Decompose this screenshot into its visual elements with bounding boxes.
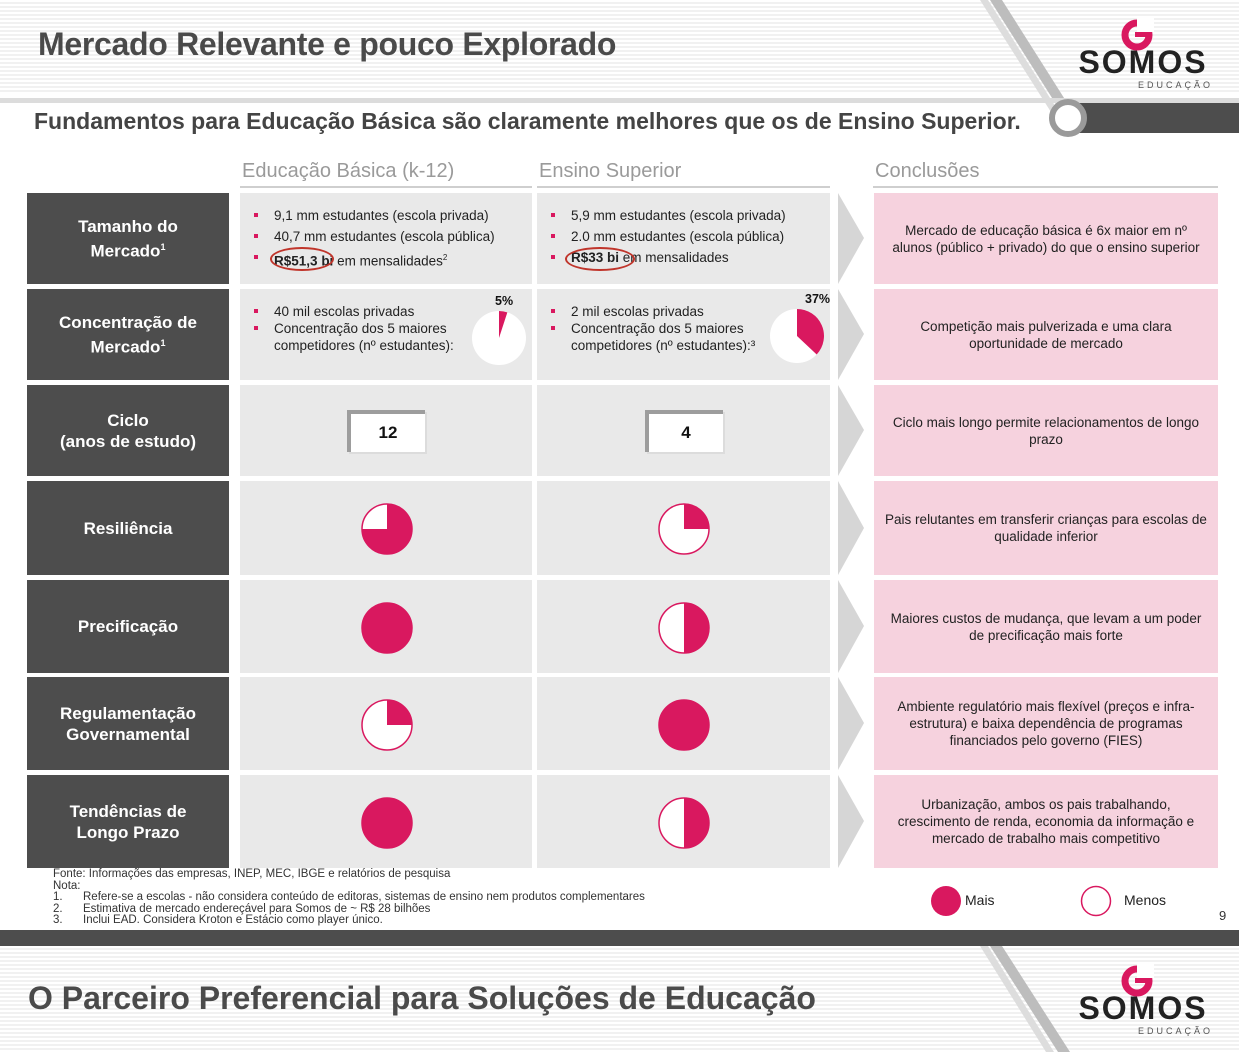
bullet: 40 mil escolas privadas	[254, 303, 464, 320]
row-label-line2: Governamental	[66, 724, 190, 744]
footnote-mark: 2	[442, 253, 448, 262]
harvey-ball-icon	[657, 502, 711, 556]
logo-word: SOMOS	[1078, 44, 1208, 80]
page-number: 9	[1219, 908, 1227, 923]
cell-basica-ciclo	[240, 385, 532, 476]
ciclo-value-box: 4	[645, 410, 723, 452]
cell-basica-precificacao	[240, 580, 532, 673]
row-label-line1: Precificação	[77, 617, 179, 636]
row-label-footnote: 1	[160, 241, 166, 252]
cell-basica-tendencias	[240, 775, 532, 868]
cell-superior-tendencias	[537, 775, 830, 868]
footnotes	[53, 869, 645, 927]
footnote-item: 2. Estimativa de mercado endereçável para Somos de ~ R$ 28 bilhões	[53, 902, 431, 915]
bullet: 5,9 mm estudantes (escola privada)	[551, 205, 786, 226]
slide-divider	[0, 930, 1239, 946]
row-label-line1: Ciclo	[107, 410, 149, 430]
footnote-item: 3. Inclui EAD. Considera Kroton e Estácio como player único.	[53, 914, 383, 926]
conclusion-regulamentacao: Ambiente regulatório mais flexível (preços e infra-estrutura) e baixa dependência de programas financiados pelo governo (FIES)	[874, 677, 1218, 770]
highlight-circle	[270, 247, 334, 271]
conclusion-concentracao: Competição mais pulverizada e uma clara oportunidade de mercado	[874, 289, 1218, 380]
source-note: Fonte: Informações das empresas, INEP, MEC, IBGE e relatórios de pesquisa	[53, 868, 451, 880]
column-header-superior: Ensino Superior	[537, 160, 830, 188]
market-unit: bi	[321, 253, 334, 269]
row-label-line2: Mercado	[90, 337, 161, 357]
column-header-conclusoes: Conclusões	[873, 160, 1218, 188]
cell-superior-tamanho	[537, 193, 830, 284]
row-label-line1: Regulamentação	[59, 703, 197, 723]
cell-superior-ciclo	[537, 385, 830, 476]
market-value: R$33 bi	[571, 250, 620, 265]
row-label-line1: Resiliência	[83, 518, 173, 538]
next-slide-title: O Parceiro Preferencial para Soluções de Educação	[28, 980, 816, 1016]
cell-superior-concentracao	[537, 289, 830, 380]
concentration-pct-label: 5%	[495, 294, 514, 308]
harvey-ball-icon	[657, 601, 711, 655]
conclusion-tendencias: Urbanização, ambos os pais trabalhando, crescimento de renda, economia da informação e mercado de trabalho mais competitivo	[874, 775, 1218, 868]
conclusion-ciclo: Ciclo mais longo permite relacionamentos de longo prazo	[874, 385, 1218, 476]
conclusion-tamanho: Mercado de educação básica é 6x maior em nº alunos (público + privado) do que o ensino superior	[874, 193, 1218, 284]
chevron-right-icon	[838, 677, 866, 770]
row-label-line2: (anos de estudo)	[59, 431, 196, 451]
note-heading: Nota:	[53, 879, 81, 892]
logo-sub: EDUCAÇÃO	[1138, 1026, 1214, 1036]
chevron-right-icon	[838, 289, 866, 380]
subtitle: Fundamentos para Educação Básica são claramente melhores que os de Ensino Superior.	[34, 108, 1021, 134]
cell-superior-precificacao	[537, 580, 830, 673]
row-label-concentracao	[27, 289, 229, 380]
ring-icon	[1046, 96, 1090, 140]
chevron-right-icon	[838, 385, 866, 476]
row-label-line2: Longo Prazo	[76, 822, 180, 842]
row-label-line2: Mercado	[90, 241, 161, 261]
bullet-rest: em mensalidades	[337, 253, 443, 269]
harvey-ball-icon	[657, 698, 711, 752]
bullet: 9,1 mm estudantes (escola privada)	[254, 205, 495, 226]
chevron-right-icon	[838, 580, 866, 673]
row-label-precificacao	[27, 580, 229, 673]
legend-mais-label: Mais	[965, 892, 995, 908]
ciclo-value-box: 12	[347, 410, 425, 452]
logo-sub: EDUCAÇÃO	[1138, 80, 1214, 90]
legend-menos-icon	[1080, 885, 1112, 917]
conclusion-resiliencia: Pais relutantes em transferir crianças para escolas de qualidade inferior	[874, 481, 1218, 575]
row-label-tendencias	[27, 775, 229, 868]
row-label-resiliencia	[27, 481, 229, 575]
conclusion-precificacao: Maiores custos de mudança, que levam a um poder de precificação mais forte	[874, 580, 1218, 673]
row-label-tamanho	[27, 193, 229, 284]
cell-basica-regulamentacao	[240, 677, 532, 770]
row-label-footnote: 1	[160, 337, 166, 348]
bullet: 2 mil escolas privadas	[551, 303, 766, 320]
page-title: Mercado Relevante e pouco Explorado	[38, 26, 617, 62]
chevron-right-icon	[838, 775, 866, 868]
legend-menos-label: Menos	[1124, 892, 1167, 908]
row-label-line1: Concentração de	[59, 312, 197, 332]
highlight-circle	[565, 247, 635, 271]
row-label-line1: Tamanho do	[78, 216, 178, 236]
concentration-pct-label: 37%	[805, 292, 831, 306]
cell-basica-concentracao	[240, 289, 532, 380]
subtitle-bar-dark	[1065, 103, 1239, 133]
somos-logo	[1068, 956, 1218, 1036]
cell-basica-resiliencia	[240, 481, 532, 575]
cell-superior-resiliencia	[537, 481, 830, 575]
cell-superior-regulamentacao	[537, 677, 830, 770]
somos-logo	[1068, 10, 1218, 90]
concentration-pie-basica	[470, 309, 528, 367]
bullet: 40,7 mm estudantes (escola pública)	[254, 226, 495, 247]
cell-basica-tamanho	[240, 193, 532, 284]
legend-mais-icon	[930, 885, 962, 917]
harvey-ball-icon	[657, 796, 711, 850]
bullet: Concentração dos 5 maiores competidores (nº estudantes):	[254, 320, 464, 354]
bullet-rest: em mensalidades	[622, 250, 729, 265]
chevron-right-icon	[838, 193, 866, 284]
harvey-ball-icon	[360, 698, 414, 752]
concentration-pie-superior	[768, 307, 826, 365]
harvey-ball-icon	[360, 502, 414, 556]
logo-word: SOMOS	[1078, 990, 1208, 1026]
harvey-ball-icon	[360, 601, 414, 655]
row-label-regulamentacao	[27, 677, 229, 770]
bullet: Concentração dos 5 maiores competidores (nº estudantes):³	[551, 320, 766, 354]
row-label-line1: Tendências de	[69, 801, 187, 821]
row-label-ciclo	[27, 385, 229, 476]
footnote-item: 1. Refere-se a escolas - não considera conteúdo de editoras, sistemas de ensino nem produtos complementares	[53, 891, 645, 903]
chevron-right-icon	[838, 481, 866, 575]
market-value: R$51,3	[274, 253, 318, 269]
column-header-basica: Educação Básica (k-12)	[240, 160, 532, 188]
harvey-ball-icon	[360, 796, 414, 850]
bullet: 2.0 mm estudantes (escola pública)	[551, 226, 786, 247]
